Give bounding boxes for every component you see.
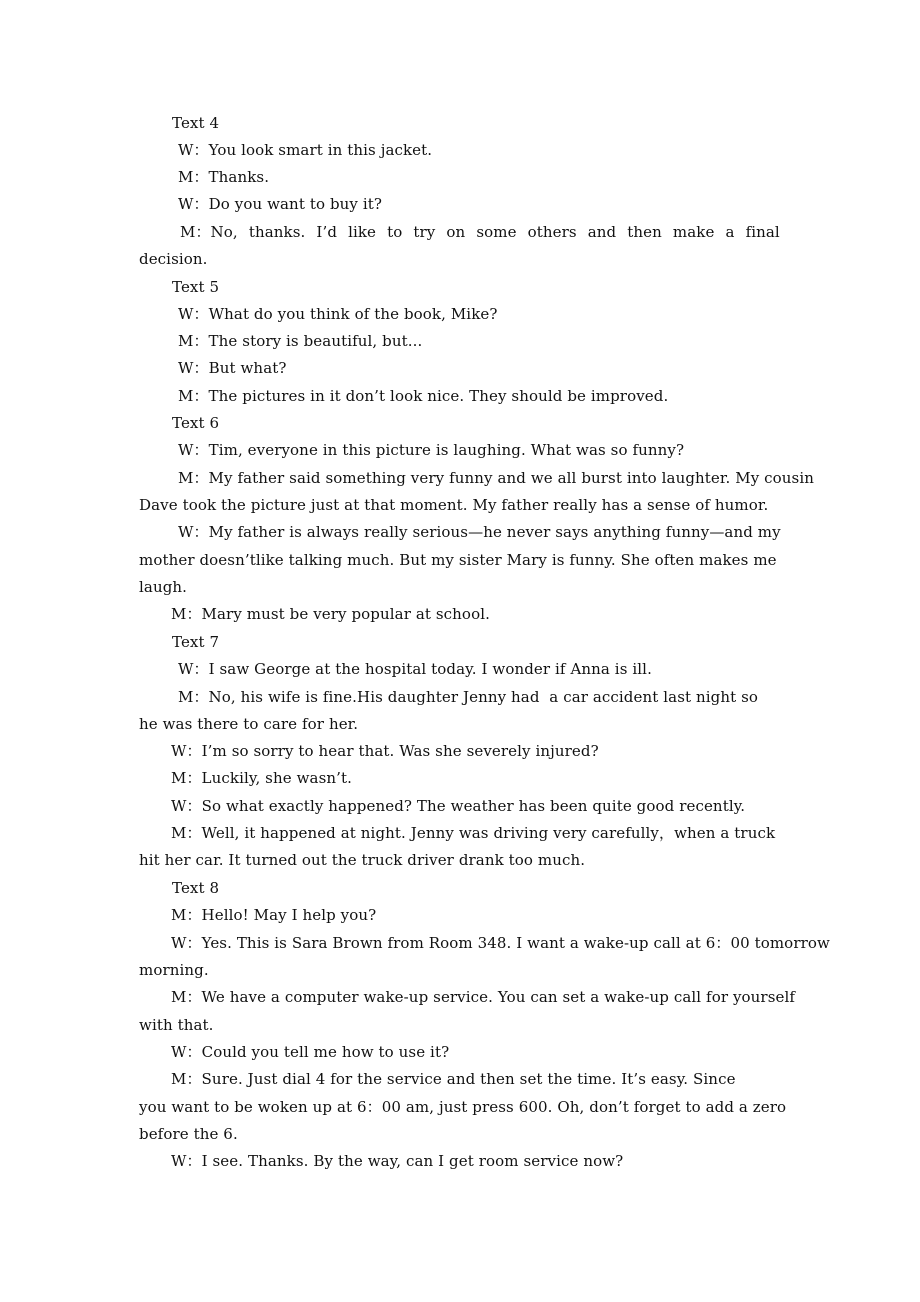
word: a bbox=[725, 223, 735, 241]
section-heading-text-6: Text 6 bbox=[172, 414, 220, 432]
dialogue-line: W：So what exactly happened? The weather has been quite good recently. bbox=[171, 797, 746, 815]
dialogue-line: M：Mary must be very popular at school. bbox=[171, 605, 490, 623]
dialogue-line: W：Tim, everyone in this picture is laughing. What was so funny? bbox=[178, 441, 685, 459]
dialogue-line: M：We have a computer wake-up service. You can set a wake-up call for yourself bbox=[171, 988, 796, 1006]
dialogue-continuation: Dave took the picture just at that moment. My father really has a sense of humor. bbox=[139, 496, 769, 514]
word: final bbox=[745, 223, 780, 241]
dialogue-line: W：Yes. This is Sara Brown from Room 348. I want a wake-up call at 6：00 tomorrow bbox=[171, 934, 830, 952]
dialogue-continuation: with that. bbox=[139, 1016, 214, 1034]
dialogue-line: M：The story is beautiful, but... bbox=[178, 332, 423, 350]
section-heading-text-4: Text 4 bbox=[172, 114, 220, 132]
dialogue-continuation: you want to be woken up at 6：00 am, just press 600. Oh, don’t forget to add a zero bbox=[139, 1098, 787, 1116]
section-heading-text-7: Text 7 bbox=[172, 633, 220, 651]
dialogue-continuation: he was there to care for her. bbox=[139, 715, 359, 733]
word: make bbox=[672, 223, 715, 241]
dialogue-line: W：But what? bbox=[178, 359, 287, 377]
dialogue-continuation: before the 6. bbox=[139, 1125, 238, 1143]
dialogue-line: M：Sure. Just dial 4 for the service and then set the time. It’s easy. Since bbox=[171, 1070, 736, 1088]
word: on bbox=[446, 223, 466, 241]
dialogue-line: M：My father said something very funny and we all burst into laughter. My cousin bbox=[178, 469, 815, 487]
dialogue-line-justified bbox=[180, 222, 780, 242]
word: I’d bbox=[316, 223, 338, 241]
dialogue-line: M：Well, it happened at night. Jenny was driving very carefully，when a truck bbox=[171, 824, 776, 842]
dialogue-line: M：No, his wife is fine.His daughter Jenny had a car accident last night so bbox=[178, 688, 759, 706]
dialogue-continuation: mother doesn’tlike talking much. But my sister Mary is funny. She often makes me bbox=[139, 551, 777, 569]
word: like bbox=[348, 223, 377, 241]
word: then bbox=[627, 223, 662, 241]
dialogue-line: W：What do you think of the book, Mike? bbox=[178, 305, 498, 323]
section-heading-text-5: Text 5 bbox=[172, 278, 220, 296]
word: thanks. bbox=[248, 223, 306, 241]
dialogue-line: M：Hello! May I help you? bbox=[171, 906, 377, 924]
dialogue-continuation: decision. bbox=[139, 250, 208, 268]
dialogue-continuation: laugh. bbox=[139, 578, 188, 596]
word: and bbox=[587, 223, 617, 241]
dialogue-line: W：I’m so sorry to hear that. Was she severely injured? bbox=[171, 742, 599, 760]
dialogue-line: W：I saw George at the hospital today. I wonder if Anna is ill. bbox=[178, 660, 652, 678]
word: M：No, bbox=[180, 223, 238, 241]
dialogue-line: W：Could you tell me how to use it? bbox=[171, 1043, 450, 1061]
word: others bbox=[527, 223, 577, 241]
word: try bbox=[413, 223, 436, 241]
section-heading-text-8: Text 8 bbox=[172, 879, 220, 897]
word: to bbox=[387, 223, 403, 241]
dialogue-line: W：Do you want to buy it? bbox=[178, 195, 383, 213]
dialogue-continuation: morning. bbox=[139, 961, 209, 979]
dialogue-line: W：I see. Thanks. By the way, can I get room service now? bbox=[171, 1152, 624, 1170]
word: some bbox=[476, 223, 517, 241]
dialogue-continuation: hit her car. It turned out the truck driver drank too much. bbox=[139, 851, 586, 869]
dialogue-line: W：My father is always really serious—he never says anything funny—and my bbox=[178, 523, 781, 541]
dialogue-line: M：Luckily, she wasn’t. bbox=[171, 769, 352, 787]
dialogue-line: M：Thanks. bbox=[178, 168, 270, 186]
dialogue-line: W：You look smart in this jacket. bbox=[178, 141, 433, 159]
dialogue-line: M：The pictures in it don’t look nice. They should be improved. bbox=[178, 387, 669, 405]
